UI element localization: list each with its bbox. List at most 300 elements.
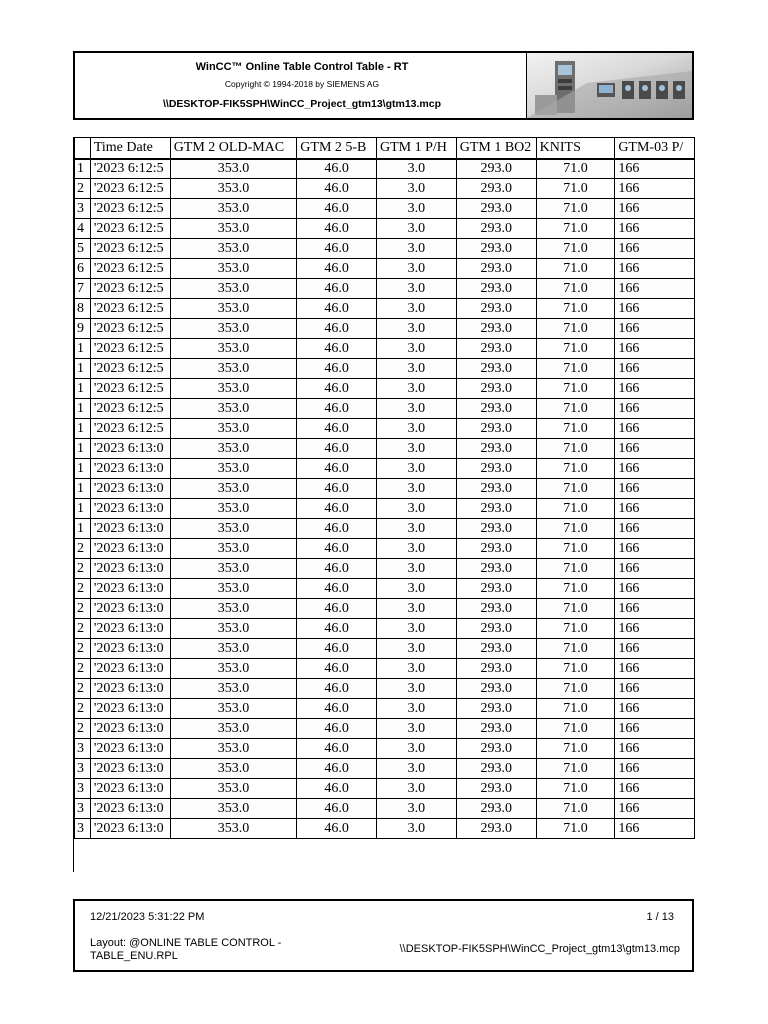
table-cell: 166 [615,639,695,659]
table-cell: '2023 6:12:5 [90,339,170,359]
table-cell: 71.0 [536,759,615,779]
table-row[interactable] [75,319,695,339]
table-cell: 166 [615,459,695,479]
table-cell: 353.0 [170,779,297,799]
table-cell: 166 [615,739,695,759]
table-row[interactable] [75,619,695,639]
table-cell: 3.0 [376,359,456,379]
table-row[interactable] [75,279,695,299]
table-cell: 353.0 [170,499,297,519]
table-row[interactable] [75,479,695,499]
table-cell: 293.0 [456,719,536,739]
table-cell: 71.0 [536,479,615,499]
table-cell: 71.0 [536,559,615,579]
table-cell: 166 [615,499,695,519]
table-cell: 166 [615,259,695,279]
table-cell: 166 [615,699,695,719]
table-cell: 71.0 [536,439,615,459]
table-cell: 353.0 [170,219,297,239]
data-grid [74,137,695,839]
table-cell: 353.0 [170,819,297,839]
table-cell: '2023 6:13:0 [90,579,170,599]
table-cell: 71.0 [536,799,615,819]
table-cell: 46.0 [297,759,377,779]
table-cell: 71.0 [536,539,615,559]
row-number-cell: 7 [75,279,91,299]
table-row[interactable] [75,799,695,819]
table-cell: 353.0 [170,479,297,499]
table-cell: 293.0 [456,539,536,559]
table-cell: 3.0 [376,719,456,739]
table-cell: 46.0 [297,599,377,619]
table-cell: 293.0 [456,499,536,519]
row-number-cell: 5 [75,239,91,259]
table-cell: 3.0 [376,459,456,479]
table-cell: '2023 6:13:0 [90,499,170,519]
table-cell: 3.0 [376,519,456,539]
table-cell: 166 [615,619,695,639]
table-cell: 293.0 [456,799,536,819]
column-header[interactable]: KNITS [536,138,615,159]
table-cell: 353.0 [170,299,297,319]
table-row[interactable] [75,759,695,779]
row-number-cell: 2 [75,679,91,699]
table-cell: '2023 6:12:5 [90,219,170,239]
table-row[interactable] [75,359,695,379]
table-cell: '2023 6:13:0 [90,659,170,679]
report-title: WinCC™ Online Table Control Table - RT [195,61,409,73]
footer-datetime: 12/21/2023 5:31:22 PM [90,911,205,923]
table-cell: 46.0 [297,559,377,579]
table-cell: 46.0 [297,159,377,179]
table-row[interactable] [75,379,695,399]
table-cell: 293.0 [456,339,536,359]
table-cell: '2023 6:12:5 [90,359,170,379]
table-cell: 166 [615,539,695,559]
table-cell: 353.0 [170,379,297,399]
footer-page-number: 1 / 13 [646,911,674,923]
footer-project-path: \\DESKTOP-FIK5SPH\WinCC_Project_gtm13\gtm13.mcp [399,943,680,955]
table-cell: 293.0 [456,299,536,319]
table-cell: 3.0 [376,779,456,799]
table-cell: 353.0 [170,559,297,579]
table-cell: 3.0 [376,199,456,219]
table-cell: 3.0 [376,499,456,519]
table-cell: 353.0 [170,799,297,819]
table-cell: '2023 6:12:5 [90,199,170,219]
table-cell: 46.0 [297,699,377,719]
table-cell: 166 [615,599,695,619]
table-cell: 71.0 [536,199,615,219]
table-cell: 166 [615,439,695,459]
table-cell: 166 [615,479,695,499]
table-cell: 46.0 [297,459,377,479]
row-number-cell: 1 [75,159,91,179]
table-cell: 293.0 [456,179,536,199]
table-cell: '2023 6:12:5 [90,179,170,199]
table-row[interactable] [75,399,695,419]
table-row[interactable] [75,739,695,759]
table-row[interactable] [75,539,695,559]
table-cell: 3.0 [376,299,456,319]
report-footer [73,899,694,972]
table-cell: 46.0 [297,359,377,379]
column-header[interactable]: GTM 2 OLD-MAC [170,138,297,159]
row-number-cell: 6 [75,259,91,279]
table-cell: '2023 6:13:0 [90,639,170,659]
table-cell: 353.0 [170,579,297,599]
table-cell: 353.0 [170,599,297,619]
row-number-cell: 2 [75,179,91,199]
footer-layout-name: Layout: @ONLINE TABLE CONTROL - TABLE_ENU.RPL [90,937,282,962]
table-cell: 3.0 [376,759,456,779]
table-cell: 3.0 [376,399,456,419]
table-cell: 46.0 [297,419,377,439]
table-cell: 3.0 [376,439,456,459]
table-cell: 46.0 [297,439,377,459]
table-cell: 293.0 [456,579,536,599]
table-cell: 353.0 [170,399,297,419]
table-cell: 3.0 [376,379,456,399]
table-cell: '2023 6:13:0 [90,679,170,699]
table-cell: 166 [615,359,695,379]
table-cell: '2023 6:13:0 [90,699,170,719]
table-cell: 293.0 [456,319,536,339]
table-cell: 166 [615,399,695,419]
report-header [73,51,694,120]
table-cell: 71.0 [536,699,615,719]
table-cell: 71.0 [536,499,615,519]
table-cell: 46.0 [297,619,377,639]
table-cell: 353.0 [170,439,297,459]
table-cell: 293.0 [456,439,536,459]
table-cell: 3.0 [376,419,456,439]
table-cell: '2023 6:13:0 [90,619,170,639]
row-number-cell: 2 [75,659,91,679]
table-cell: '2023 6:13:0 [90,479,170,499]
table-cell: 166 [615,219,695,239]
row-number-cell: 4 [75,219,91,239]
table-cell: 293.0 [456,619,536,639]
table-cell: '2023 6:12:5 [90,399,170,419]
table-cell: '2023 6:13:0 [90,439,170,459]
table-cell: 293.0 [456,159,536,179]
table-cell: 3.0 [376,559,456,579]
table-cell: '2023 6:12:5 [90,159,170,179]
table-cell: 166 [615,759,695,779]
table-row[interactable] [75,679,695,699]
row-number-cell: 3 [75,799,91,819]
table-cell: 166 [615,519,695,539]
row-number-cell: 2 [75,599,91,619]
table-row[interactable] [75,339,695,359]
table-cell: 353.0 [170,539,297,559]
table-row[interactable] [75,219,695,239]
table-cell: 3.0 [376,819,456,839]
table-cell: 353.0 [170,359,297,379]
table-cell: 46.0 [297,479,377,499]
table-cell: 46.0 [297,779,377,799]
table-cell: 353.0 [170,739,297,759]
table-cell: 3.0 [376,579,456,599]
table-cell: 71.0 [536,579,615,599]
column-header[interactable]: GTM-03 P/ [615,138,695,159]
column-header[interactable]: Time Date [90,138,170,159]
table-cell: 166 [615,159,695,179]
row-number-cell: 2 [75,719,91,739]
table-cell: 293.0 [456,219,536,239]
table-cell: 71.0 [536,159,615,179]
table-row[interactable] [75,779,695,799]
table-cell: 46.0 [297,499,377,519]
table-row[interactable] [75,559,695,579]
row-number-cell: 2 [75,619,91,639]
table-cell: 353.0 [170,699,297,719]
table-cell: 3.0 [376,479,456,499]
table-cell: 46.0 [297,719,377,739]
table-cell: 3.0 [376,659,456,679]
row-number-cell: 9 [75,319,91,339]
table-row[interactable] [75,239,695,259]
table-row[interactable] [75,459,695,479]
table-cell: 353.0 [170,199,297,219]
table-row[interactable] [75,579,695,599]
table-cell: 3.0 [376,319,456,339]
table-cell: 46.0 [297,299,377,319]
control-panel-graphic [527,53,692,118]
table-cell: '2023 6:12:5 [90,239,170,259]
table-cell: '2023 6:13:0 [90,819,170,839]
table-cell: 71.0 [536,619,615,639]
table-cell: 46.0 [297,739,377,759]
table-cell: 3.0 [376,179,456,199]
table-cell: 3.0 [376,279,456,299]
table-cell: 3.0 [376,639,456,659]
table-header-row [75,138,695,159]
row-number-cell: 3 [75,199,91,219]
table-cell: 166 [615,239,695,259]
row-number-cell: 1 [75,419,91,439]
table-cell: 46.0 [297,579,377,599]
table-cell: 3.0 [376,799,456,819]
table-cell: 71.0 [536,639,615,659]
table-cell: 46.0 [297,539,377,559]
table-cell: 46.0 [297,279,377,299]
table-cell: 3.0 [376,339,456,359]
copyright-text: Copyright © 1994-2018 by SIEMENS AG [224,79,380,89]
row-number-cell: 2 [75,699,91,719]
table-cell: 71.0 [536,279,615,299]
table-row[interactable] [75,519,695,539]
table-cell: 353.0 [170,419,297,439]
table-cell: 46.0 [297,179,377,199]
table-cell: 166 [615,179,695,199]
table-cell: 353.0 [170,259,297,279]
table-cell: 293.0 [456,419,536,439]
table-cell: 71.0 [536,219,615,239]
table-cell: 166 [615,819,695,839]
table-cell: 353.0 [170,339,297,359]
table-cell: 353.0 [170,319,297,339]
row-number-cell: 3 [75,819,91,839]
table-cell: '2023 6:13:0 [90,519,170,539]
table-cell: 3.0 [376,679,456,699]
siemens-header-image [526,53,692,118]
table-cell: 293.0 [456,759,536,779]
table-cell: 293.0 [456,459,536,479]
table-cell: 353.0 [170,279,297,299]
table-cell: '2023 6:12:5 [90,279,170,299]
table-cell: 71.0 [536,399,615,419]
table-cell: 46.0 [297,679,377,699]
table-cell: '2023 6:13:0 [90,799,170,819]
table-cell: 353.0 [170,719,297,739]
row-number-cell: 1 [75,439,91,459]
table-cell: 3.0 [376,159,456,179]
table-cell: 166 [615,419,695,439]
row-number-cell: 1 [75,359,91,379]
row-number-cell: 2 [75,559,91,579]
table-cell: 3.0 [376,219,456,239]
table-cell: 71.0 [536,359,615,379]
table-cell: 71.0 [536,739,615,759]
table-cell: 71.0 [536,679,615,699]
column-header[interactable]: GTM 2 5-B [297,138,377,159]
table-cell: 71.0 [536,179,615,199]
online-table [73,137,695,872]
table-row[interactable] [75,419,695,439]
row-number-cell: 1 [75,379,91,399]
table-cell: 293.0 [456,559,536,579]
table-cell: 166 [615,579,695,599]
table-cell: 293.0 [456,679,536,699]
table-cell: 71.0 [536,519,615,539]
table-row[interactable] [75,659,695,679]
row-number-cell: 2 [75,639,91,659]
table-cell: 353.0 [170,639,297,659]
table-cell: 293.0 [456,599,536,619]
table-cell: 293.0 [456,199,536,219]
table-cell: 166 [615,279,695,299]
table-cell: 71.0 [536,259,615,279]
table-cell: 353.0 [170,519,297,539]
row-number-cell: 2 [75,539,91,559]
table-row[interactable] [75,499,695,519]
table-cell: 293.0 [456,479,536,499]
table-cell: 293.0 [456,519,536,539]
table-cell: 166 [615,659,695,679]
table-cell: 71.0 [536,719,615,739]
table-cell: '2023 6:13:0 [90,559,170,579]
table-cell: 353.0 [170,459,297,479]
table-cell: 71.0 [536,599,615,619]
table-row[interactable] [75,719,695,739]
table-cell: 46.0 [297,519,377,539]
table-cell: 293.0 [456,739,536,759]
project-path: \\DESKTOP-FIK5SPH\WinCC_Project_gtm13\gtm13.mcp [162,98,442,110]
table-cell: 353.0 [170,619,297,639]
table-cell: 3.0 [376,619,456,639]
table-cell: '2023 6:13:0 [90,739,170,759]
row-number-cell: 1 [75,399,91,419]
table-cell: '2023 6:13:0 [90,459,170,479]
table-cell: '2023 6:13:0 [90,539,170,559]
row-number-cell: 3 [75,779,91,799]
table-cell: 46.0 [297,239,377,259]
table-cell: 166 [615,799,695,819]
table-cell: 353.0 [170,179,297,199]
table-row[interactable] [75,699,695,719]
table-cell: 353.0 [170,159,297,179]
table-cell: 293.0 [456,399,536,419]
table-cell: 166 [615,299,695,319]
table-cell: 293.0 [456,779,536,799]
table-cell: '2023 6:12:5 [90,419,170,439]
row-number-cell: 3 [75,759,91,779]
table-cell: 71.0 [536,299,615,319]
table-row[interactable] [75,179,695,199]
table-row[interactable] [75,599,695,619]
table-row[interactable] [75,259,695,279]
table-cell: 3.0 [376,539,456,559]
table-cell: 46.0 [297,319,377,339]
table-cell: 166 [615,199,695,219]
row-number-cell: 3 [75,739,91,759]
table-cell: 46.0 [297,639,377,659]
table-cell: '2023 6:13:0 [90,759,170,779]
table-row[interactable] [75,439,695,459]
table-cell: '2023 6:13:0 [90,779,170,799]
table-cell: 166 [615,779,695,799]
column-header[interactable]: GTM 1 BO2 [456,138,536,159]
table-cell: 293.0 [456,359,536,379]
row-number-cell: 8 [75,299,91,319]
table-row[interactable] [75,159,695,179]
table-cell: 46.0 [297,339,377,359]
table-cell: 293.0 [456,239,536,259]
table-cell: '2023 6:13:0 [90,719,170,739]
table-cell: 353.0 [170,679,297,699]
table-cell: 71.0 [536,459,615,479]
table-cell: 293.0 [456,819,536,839]
table-cell: 166 [615,559,695,579]
table-cell: 46.0 [297,659,377,679]
table-row[interactable] [75,199,695,219]
table-cell: 3.0 [376,599,456,619]
table-cell: '2023 6:12:5 [90,299,170,319]
table-cell: 46.0 [297,219,377,239]
table-row[interactable] [75,819,695,839]
table-cell: 46.0 [297,379,377,399]
table-cell: 71.0 [536,779,615,799]
table-cell: 166 [615,319,695,339]
table-cell: 166 [615,379,695,399]
table-cell: 71.0 [536,419,615,439]
table-cell: 71.0 [536,819,615,839]
table-row[interactable] [75,299,695,319]
table-cell: 166 [615,679,695,699]
table-row[interactable] [75,639,695,659]
column-header[interactable]: GTM 1 P/H [376,138,456,159]
table-cell: 46.0 [297,799,377,819]
table-cell: 293.0 [456,279,536,299]
table-cell: 3.0 [376,259,456,279]
table-cell: 71.0 [536,379,615,399]
row-number-cell: 1 [75,459,91,479]
column-header[interactable] [75,138,91,159]
table-cell: 71.0 [536,339,615,359]
table-cell: 293.0 [456,379,536,399]
